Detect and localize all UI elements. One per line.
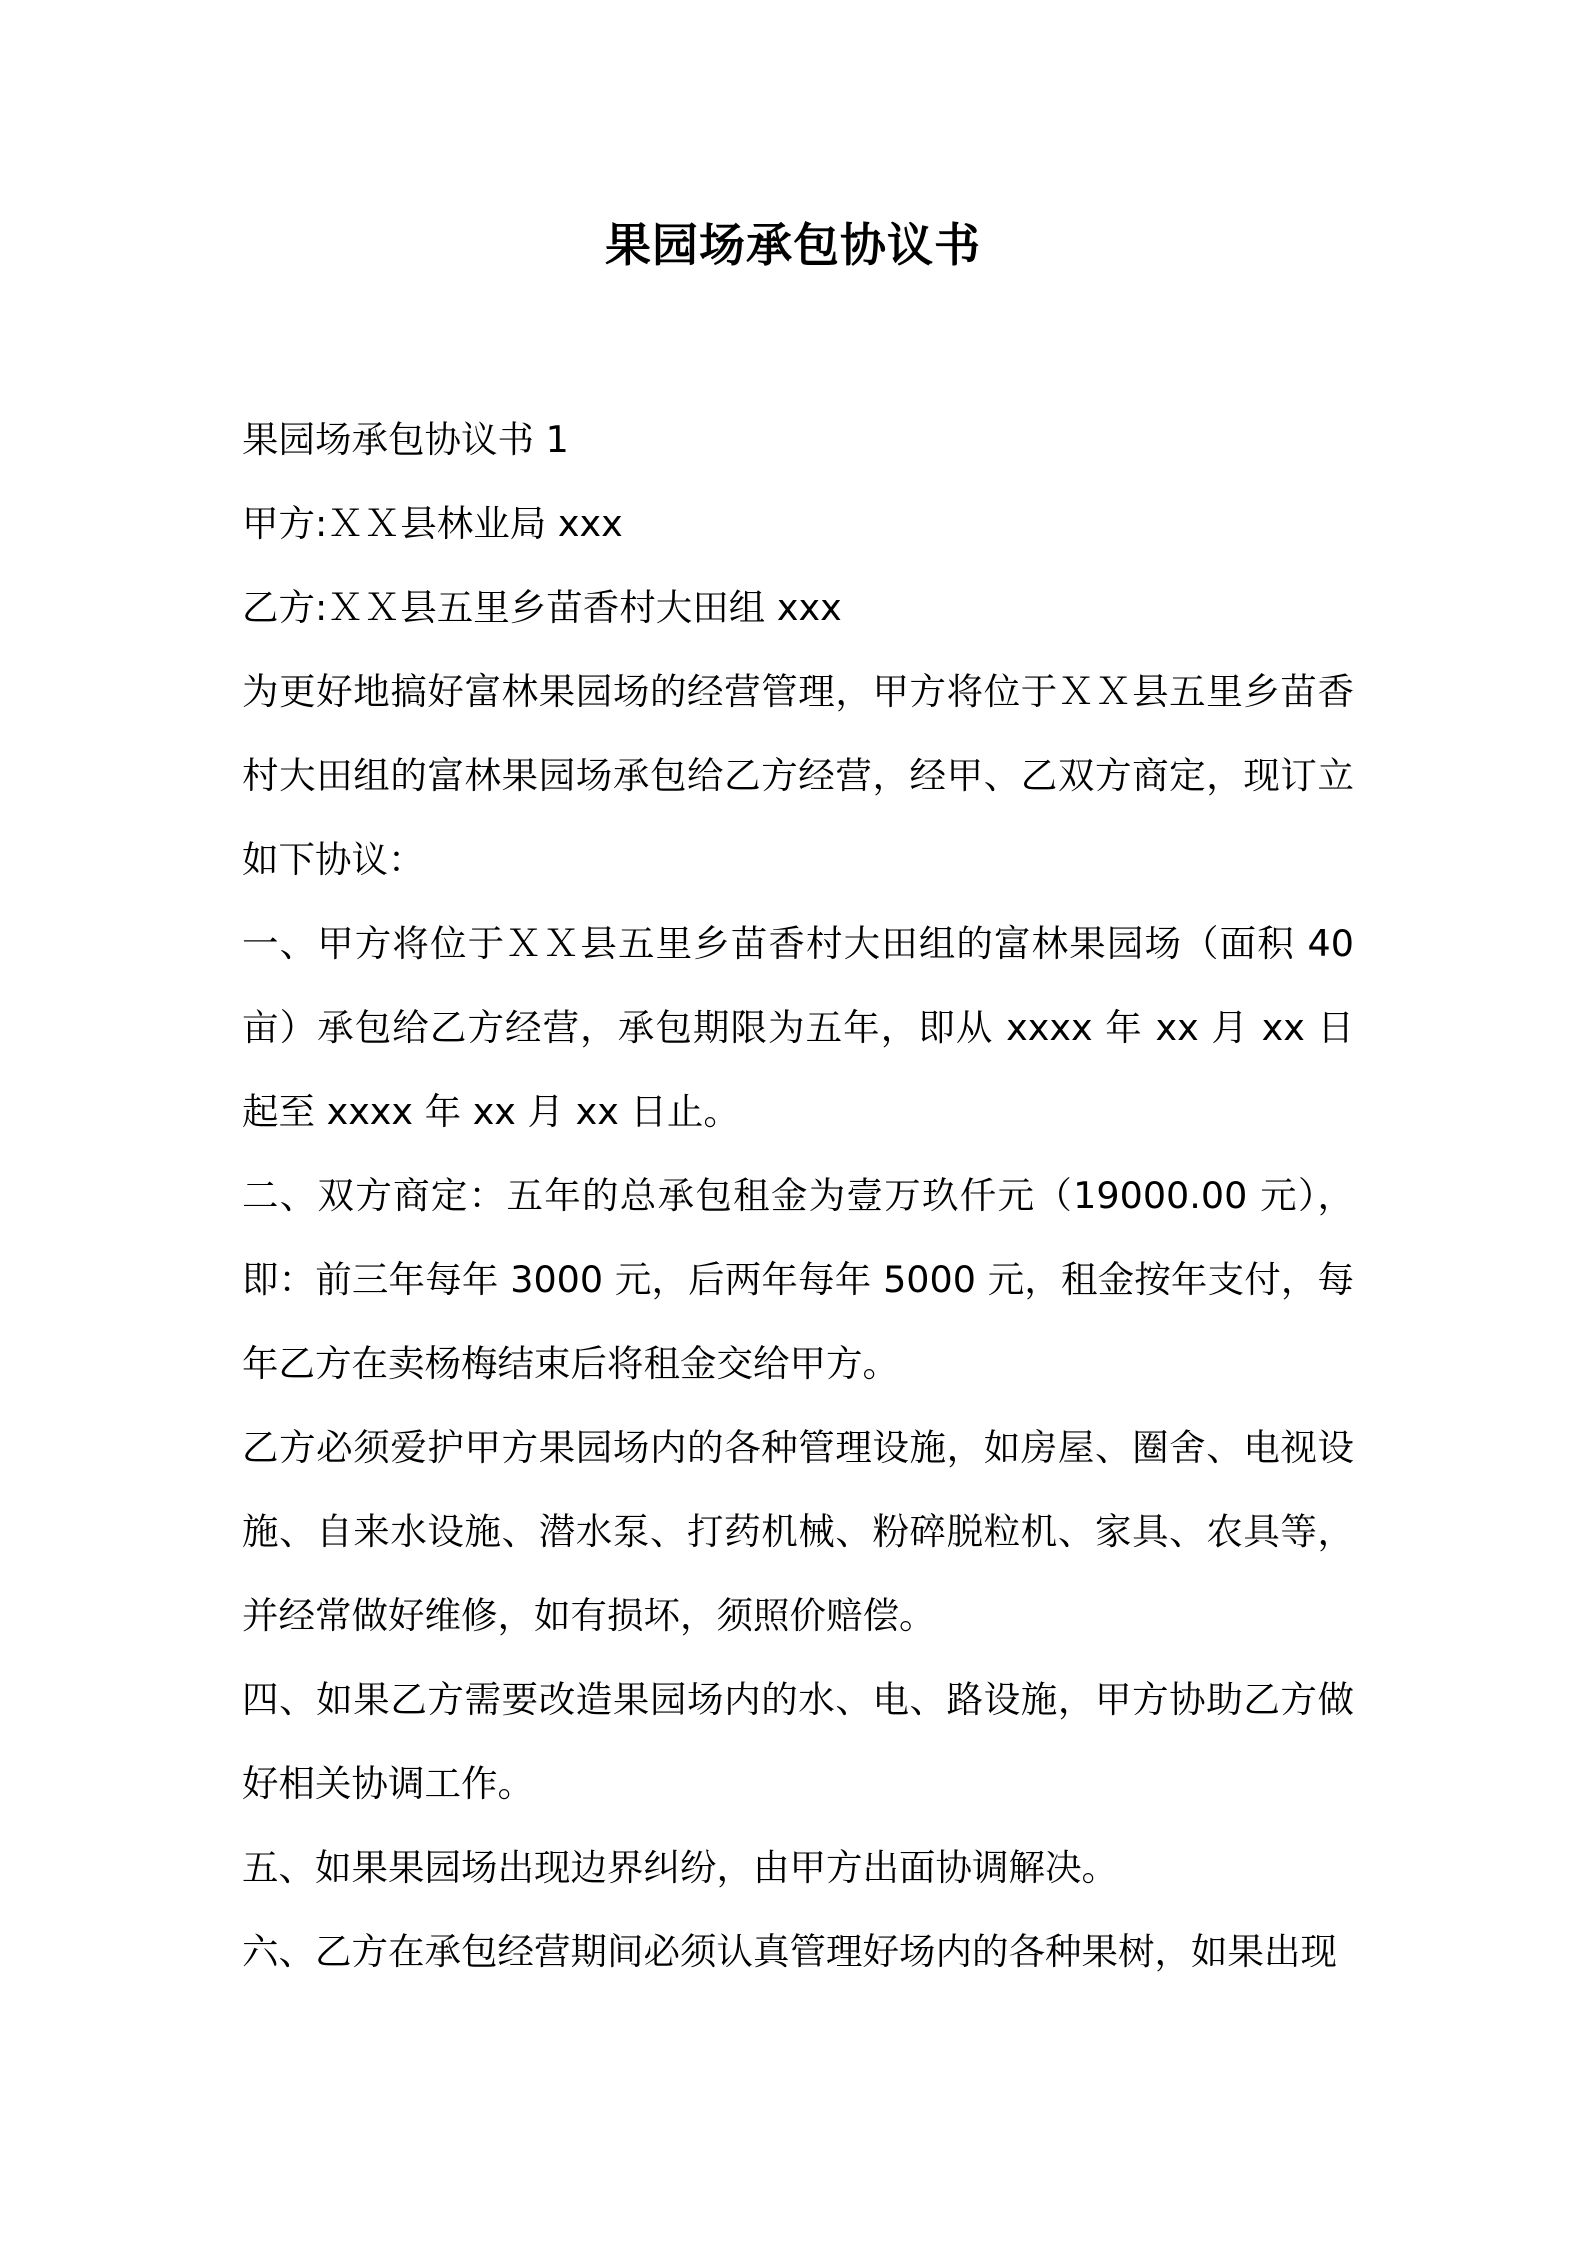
clause-2: 二、双方商定：五年的总承包租金为壹万玖仟元（19000.00 元），即：前三年每年 3000 元，后两年每年 5000 元，租金按年支付，每年乙方在卖杨梅结束后将租金交给甲方。: [242, 1174, 1354, 1385]
clause-4: 四、如果乙方需要改造果园场内的水、电、路设施，甲方协助乙方做好相关协调工作。: [242, 1678, 1354, 1805]
clause-6: 六、乙方在承包经营期间必须认真管理好场内的各种果树，如果出现: [242, 1930, 1337, 1973]
clause-5: 五、如果果园场出现边界纠纷，由甲方出面协调解决。: [242, 1846, 1118, 1889]
party-b: 乙方:ＸＸ县五里乡苗香村大田组 xxx: [242, 586, 842, 629]
clause-1: 一、甲方将位于ＸＸ县五里乡苗香村大田组的富林果园场（面积 40 亩）承包给乙方经营，承包期限为五年，即从 xxxx 年 xx 月 xx 日起至 xxxx 年 xx 月 xx 日止。: [242, 922, 1354, 1133]
document-title: 果园场承包协议书: [605, 218, 981, 272]
clause-facilities: 乙方必须爱护甲方果园场内的各种管理设施，如房屋、圈舍、电视设施、自来水设施、潜水泵、打药机械、粉碎脱粒机、家具、农具等，并经常做好维修，如有损坏，须照价赔偿。: [242, 1426, 1354, 1637]
heading-agreement-1: 果园场承包协议书 1: [242, 418, 569, 461]
party-a: 甲方:ＸＸ县林业局 xxx: [242, 502, 623, 545]
preamble-paragraph: 为更好地搞好富林果园场的经营管理，甲方将位于ＸＸ县五里乡苗香村大田组的富林果园场承包给乙方经营，经甲、乙双方商定，现订立如下协议：: [242, 670, 1354, 881]
document-body: [242, 398, 1354, 1994]
